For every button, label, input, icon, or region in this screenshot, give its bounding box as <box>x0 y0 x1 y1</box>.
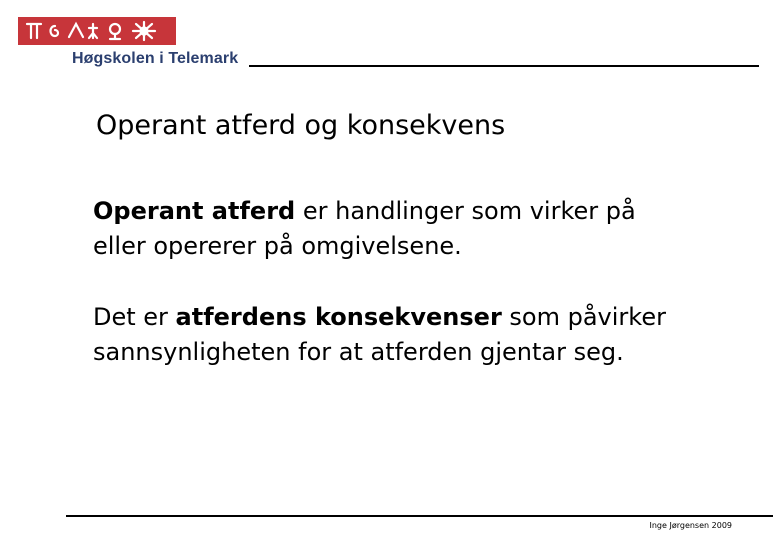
footer-divider <box>66 515 773 517</box>
paragraph-consequences <box>93 300 666 370</box>
institution-name: Høgskolen i Telemark <box>72 50 239 67</box>
paragraph-1-line-2-text: eller opererer på omgivelsene. <box>93 232 462 260</box>
emphasis-atferdens-konsekvenser: atferdens konsekvenser <box>175 303 502 331</box>
footer-author-year: Inge Jørgensen 2009 <box>649 521 732 530</box>
paragraph-2-line-2-text: sannsynligheten for at atferden gjentar seg. <box>93 338 624 366</box>
paragraph-1-line-1-text: er handlinger som virker på <box>295 197 636 225</box>
slide-title: Operant atferd og konsekvens <box>96 110 506 141</box>
paragraph-operant-definition <box>93 194 636 264</box>
rock-carving-figures-icon <box>18 17 176 45</box>
header-divider <box>249 65 759 67</box>
emphasis-operant-atferd: Operant atferd <box>93 197 296 225</box>
paragraph-2-lead-text: Det er <box>93 303 176 331</box>
paragraph-2-line-1-text: som påvirker <box>501 303 666 331</box>
